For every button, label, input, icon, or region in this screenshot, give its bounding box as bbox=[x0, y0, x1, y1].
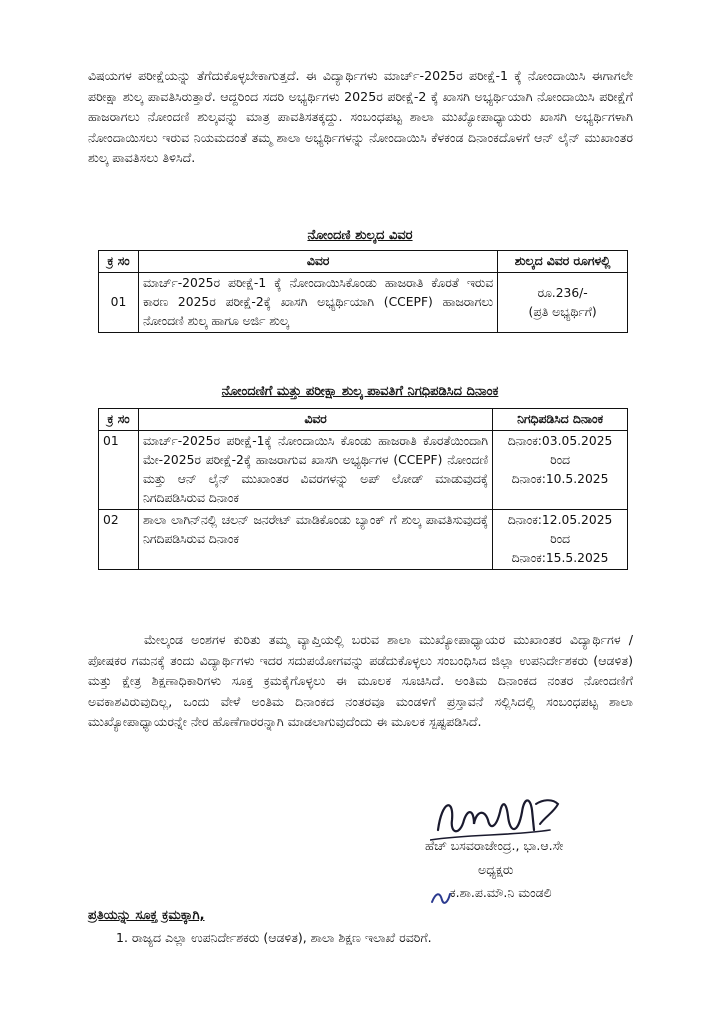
table-row bbox=[99, 273, 628, 333]
row-sl: 02 bbox=[99, 510, 139, 570]
date-heading: ನೋಂದಣಿಗೆ ಮತ್ತು ಪರೀಕ್ಷಾ ಶುಲ್ಕ ಪಾವತಿಗೆ ನಿಗಧಿಪಡಿಸಿದ ದಿನಾಂಕ bbox=[221, 384, 499, 399]
date-from: ದಿನಾಂಕ:03.05.2025 bbox=[507, 434, 613, 448]
closing-paragraph: ಮೇಲ್ಕಂಡ ಅಂಶಗಳ ಕುರಿತು ತಮ್ಮ ವ್ಯಾಪ್ತಿಯಲ್ಲಿ ಬರುವ ಶಾಲಾ ಮುಖ್ಯೋಪಾಧ್ಯಾಯರ ಮುಖಾಂತರ ವಿದ್ಯಾರ್ಥಿಗಳ / ಪೋಷಕರ ಗಮನಕ್ಕೆ ತಂದು ವಿದ್ಯಾರ್ಥಿಗಳು ಇದರ ಸದುಪಯೋಗವನ್ನು ಪಡೆದುಕೊಳ್ಳಲು ಸಂಬಂಧಿಸಿದ ಜಿಲ್ಲಾ ಉಪನಿರ್ದೇಶಕರು (ಆಡಳಿತ) ಮತ್ತು ಕ್ಷೇತ್ರ ಶಿಕ್ಷಣಾಧಿಕಾರಿಗಳು ಸೂಕ್ತ ಕ್ರಮಕೈಗೊಳ್ಳಲು ಈ ಮೂಲಕ ಸೂಚಿಸಿದೆ. ಅಂತಿಮ ದಿನಾಂಕದ ನಂತರ ನೋಂದಣಿಗೆ ಅವಕಾಶವಿರುವುದಿಲ್ಲ, ಒಂದು ವೇಳೆ ಅಂತಿಮ ದಿನಾಂಕದ ನಂತರವೂ ಮಂಡಳಿಗೆ ಪ್ರಸ್ತಾವನೆ ಸಲ್ಲಿಸಿದಲ್ಲಿ ಸಂಬಂಧಪಟ್ಟ ಶಾಲಾ ಮುಖ್ಯೋಪಾಧ್ಯಾಯರನ್ನೇ ನೇರ ಹೊಣೆಗಾರರನ್ನಾಗಿ ಮಾಡಲಾಗುವುದೆಂದು ಈ ಮೂಲಕ ಸ್ಪಷ್ಟಪಡಿಸಿದೆ. bbox=[88, 632, 633, 729]
date-table bbox=[98, 408, 628, 570]
table-row bbox=[99, 431, 628, 510]
fee-table bbox=[98, 250, 628, 333]
row-date bbox=[493, 510, 628, 570]
table-header-row bbox=[99, 251, 628, 273]
copy-to-title: ಪ್ರತಿಯನ್ನು ಸೂಕ್ತ ಕ್ರಮಕ್ಕಾಗಿ, bbox=[88, 908, 205, 923]
copy-to-item: 1. ರಾಜ್ಯದ ಎಲ್ಲಾ ಉಪನಿರ್ದೇಶಕರು (ಆಡಳಿತ), ಶಾಲಾ ಶಿಕ್ಷಣ ಇಲಾಖೆ ರವರಿಗೆ. bbox=[116, 930, 432, 945]
header-desc: ವಿವರ bbox=[138, 409, 492, 431]
signatory-designation: ಅಧ್ಯಕ್ಷರು bbox=[478, 862, 514, 877]
fee-amount: ರೂ.236/- bbox=[537, 285, 588, 300]
date-mid: ರಿಂದ bbox=[550, 532, 570, 546]
row-desc: ಶಾಲಾ ಲಾಗಿನ್‌ನಲ್ಲಿ ಚಲನ್ ಜನರೇಟ್ ಮಾಡಿಕೊಂಡು ಬ್ಯಾಂಕ್ ಗೆ ಶುಲ್ಕ ಪಾವತಿಸುವುದಕ್ಕೆ ನಿಗದಿಪಡಿಸಿರುವ ದಿನಾಂಕ bbox=[138, 510, 492, 570]
row-fee bbox=[498, 273, 628, 333]
header-sl: ಕ್ರ ಸಂ bbox=[99, 409, 139, 431]
date-to: ದಿನಾಂಕ:15.5.2025 bbox=[511, 551, 609, 565]
ink-mark-icon bbox=[430, 888, 452, 908]
table-header-row bbox=[99, 409, 628, 431]
table-row bbox=[99, 510, 628, 570]
date-from: ದಿನಾಂಕ:12.05.2025 bbox=[507, 513, 613, 527]
header-desc: ವಿವರ bbox=[138, 251, 497, 273]
signatory-name: ಹೆಚ್ ಬಸವರಾಜೇಂದ್ರ., ಭಾ.ಆ.ಸೇ bbox=[425, 838, 564, 853]
row-sl: 01 bbox=[99, 431, 139, 510]
date-mid: ರಿಂದ bbox=[550, 453, 570, 467]
header-fee: ಶುಲ್ಕದ ವಿವರ ರೂಗಳಲ್ಲಿ bbox=[498, 251, 628, 273]
signatory-office: ಕ.ಶಾ.ಪ.ಮೌ.ನಿ ಮಂಡಲಿ bbox=[450, 885, 552, 900]
header-sl: ಕ್ರ ಸಂ bbox=[99, 251, 139, 273]
row-desc: ಮಾರ್ಚ್-2025ರ ಪರೀಕ್ಷೆ-1ಕ್ಕೆ ನೋಂದಾಯಿಸಿ ಕೊಂಡು ಹಾಜರಾತಿ ಕೊರತೆಯಿಂದಾಗಿ ಮೇ-2025ರ ಪರೀಕ್ಷೆ-2ಕ್ಕೆ ಹಾಜರಾಗುವ ಖಾಸಗಿ ಅಭ್ಯರ್ಥಿಗಳ (CCEPF) ನೋಂದಣಿ ಮತ್ತು ಆನ್ ಲೈನ್ ಮುಖಾಂತರ ವಿವರಗಳನ್ನು ಅಪ್ ಲೋಡ್ ಮಾಡುವುದಕ್ಕೆ ನಿಗದಿಪಡಿಸಿರುವ ದಿನಾಂಕ bbox=[138, 431, 492, 510]
row-date bbox=[493, 431, 628, 510]
fee-heading: ನೋಂದಣಿ ಶುಲ್ಕದ ವಿವರ bbox=[307, 228, 413, 243]
row-desc: ಮಾರ್ಚ್-2025ರ ಪರೀಕ್ಷೆ-1 ಕ್ಕೆ ನೋಂದಾಯಿಸಿಕೊಂಡು ಹಾಜರಾತಿ ಕೊರತೆ ಇರುವ ಕಾರಣ 2025ರ ಪರೀಕ್ಷೆ-2ಕ್ಕೆ ಖಾಸಗಿ ಅಭ್ಯರ್ಥಿಯಾಗಿ (CCEPF) ಹಾಜರಾಗಲು ನೋಂದಣಿ ಶುಲ್ಕ ಹಾಗೂ ಅರ್ಜಿ ಶುಲ್ಕ bbox=[138, 273, 497, 333]
date-to: ದಿನಾಂಕ:10.5.2025 bbox=[511, 472, 609, 486]
intro-paragraph: ವಿಷಯಗಳ ಪರೀಕ್ಷೆಯನ್ನು ತೆಗೆದುಕೊಳ್ಳಬೇಕಾಗುತ್ತದೆ. ಈ ವಿದ್ಯಾರ್ಥಿಗಳು ಮಾರ್ಚ್-2025ರ ಪರೀಕ್ಷೆ-1 ಕ್ಕೆ ನೋಂದಾಯಿಸಿ ಈಗಾಗಲೇ ಪರೀಕ್ಷಾ ಶುಲ್ಕ ಪಾವತಿಸಿರುತ್ತಾರೆ. ಆದ್ದರಿಂದ ಸದರಿ ಅಭ್ಯರ್ಥಿಗಳು 2025ರ ಪರೀಕ್ಷೆ-2 ಕ್ಕೆ ಖಾಸಗಿ ಅಭ್ಯರ್ಥಿಯಾಗಿ ನೋಂದಾಯಿಸಿ ಪರೀಕ್ಷೆಗೆ ಹಾಜರಾಗಲು ನೋಂದಣಿ ಶುಲ್ಕವನ್ನು ಮಾತ್ರ ಪಾವತಿಸತಕ್ಕದ್ದು. ಸಂಬಂಧಪಟ್ಟ ಶಾಲಾ ಮುಖ್ಯೋಪಾಧ್ಯಾಯರು ಖಾಸಗಿ ಅಭ್ಯರ್ಥಿಗಳಾಗಿ ನೋಂದಾಯಿಸಲು ಇರುವ ನಿಯಮದಂತೆ ತಮ್ಮ ಶಾಲಾ ಅಭ್ಯರ್ಥಿಗಳನ್ನು ನೋಂದಾಯಿಸಿ ಕೆಳಕಂಡ ದಿನಾಂಕದೊಳಗೆ ಆನ್ ಲೈನ್ ಮುಖಾಂತರ ಶುಲ್ಕ ಪಾವತಿಸಲು ತಿಳಿಸಿದೆ. bbox=[88, 68, 633, 165]
row-sl: 01 bbox=[99, 273, 139, 333]
fee-note: (ಪ್ರತಿ ಅಭ್ಯರ್ಥಿಗೆ) bbox=[528, 304, 597, 319]
header-date: ನಿಗಧಿಪಡಿಸಿದ ದಿನಾಂಕ bbox=[493, 409, 628, 431]
